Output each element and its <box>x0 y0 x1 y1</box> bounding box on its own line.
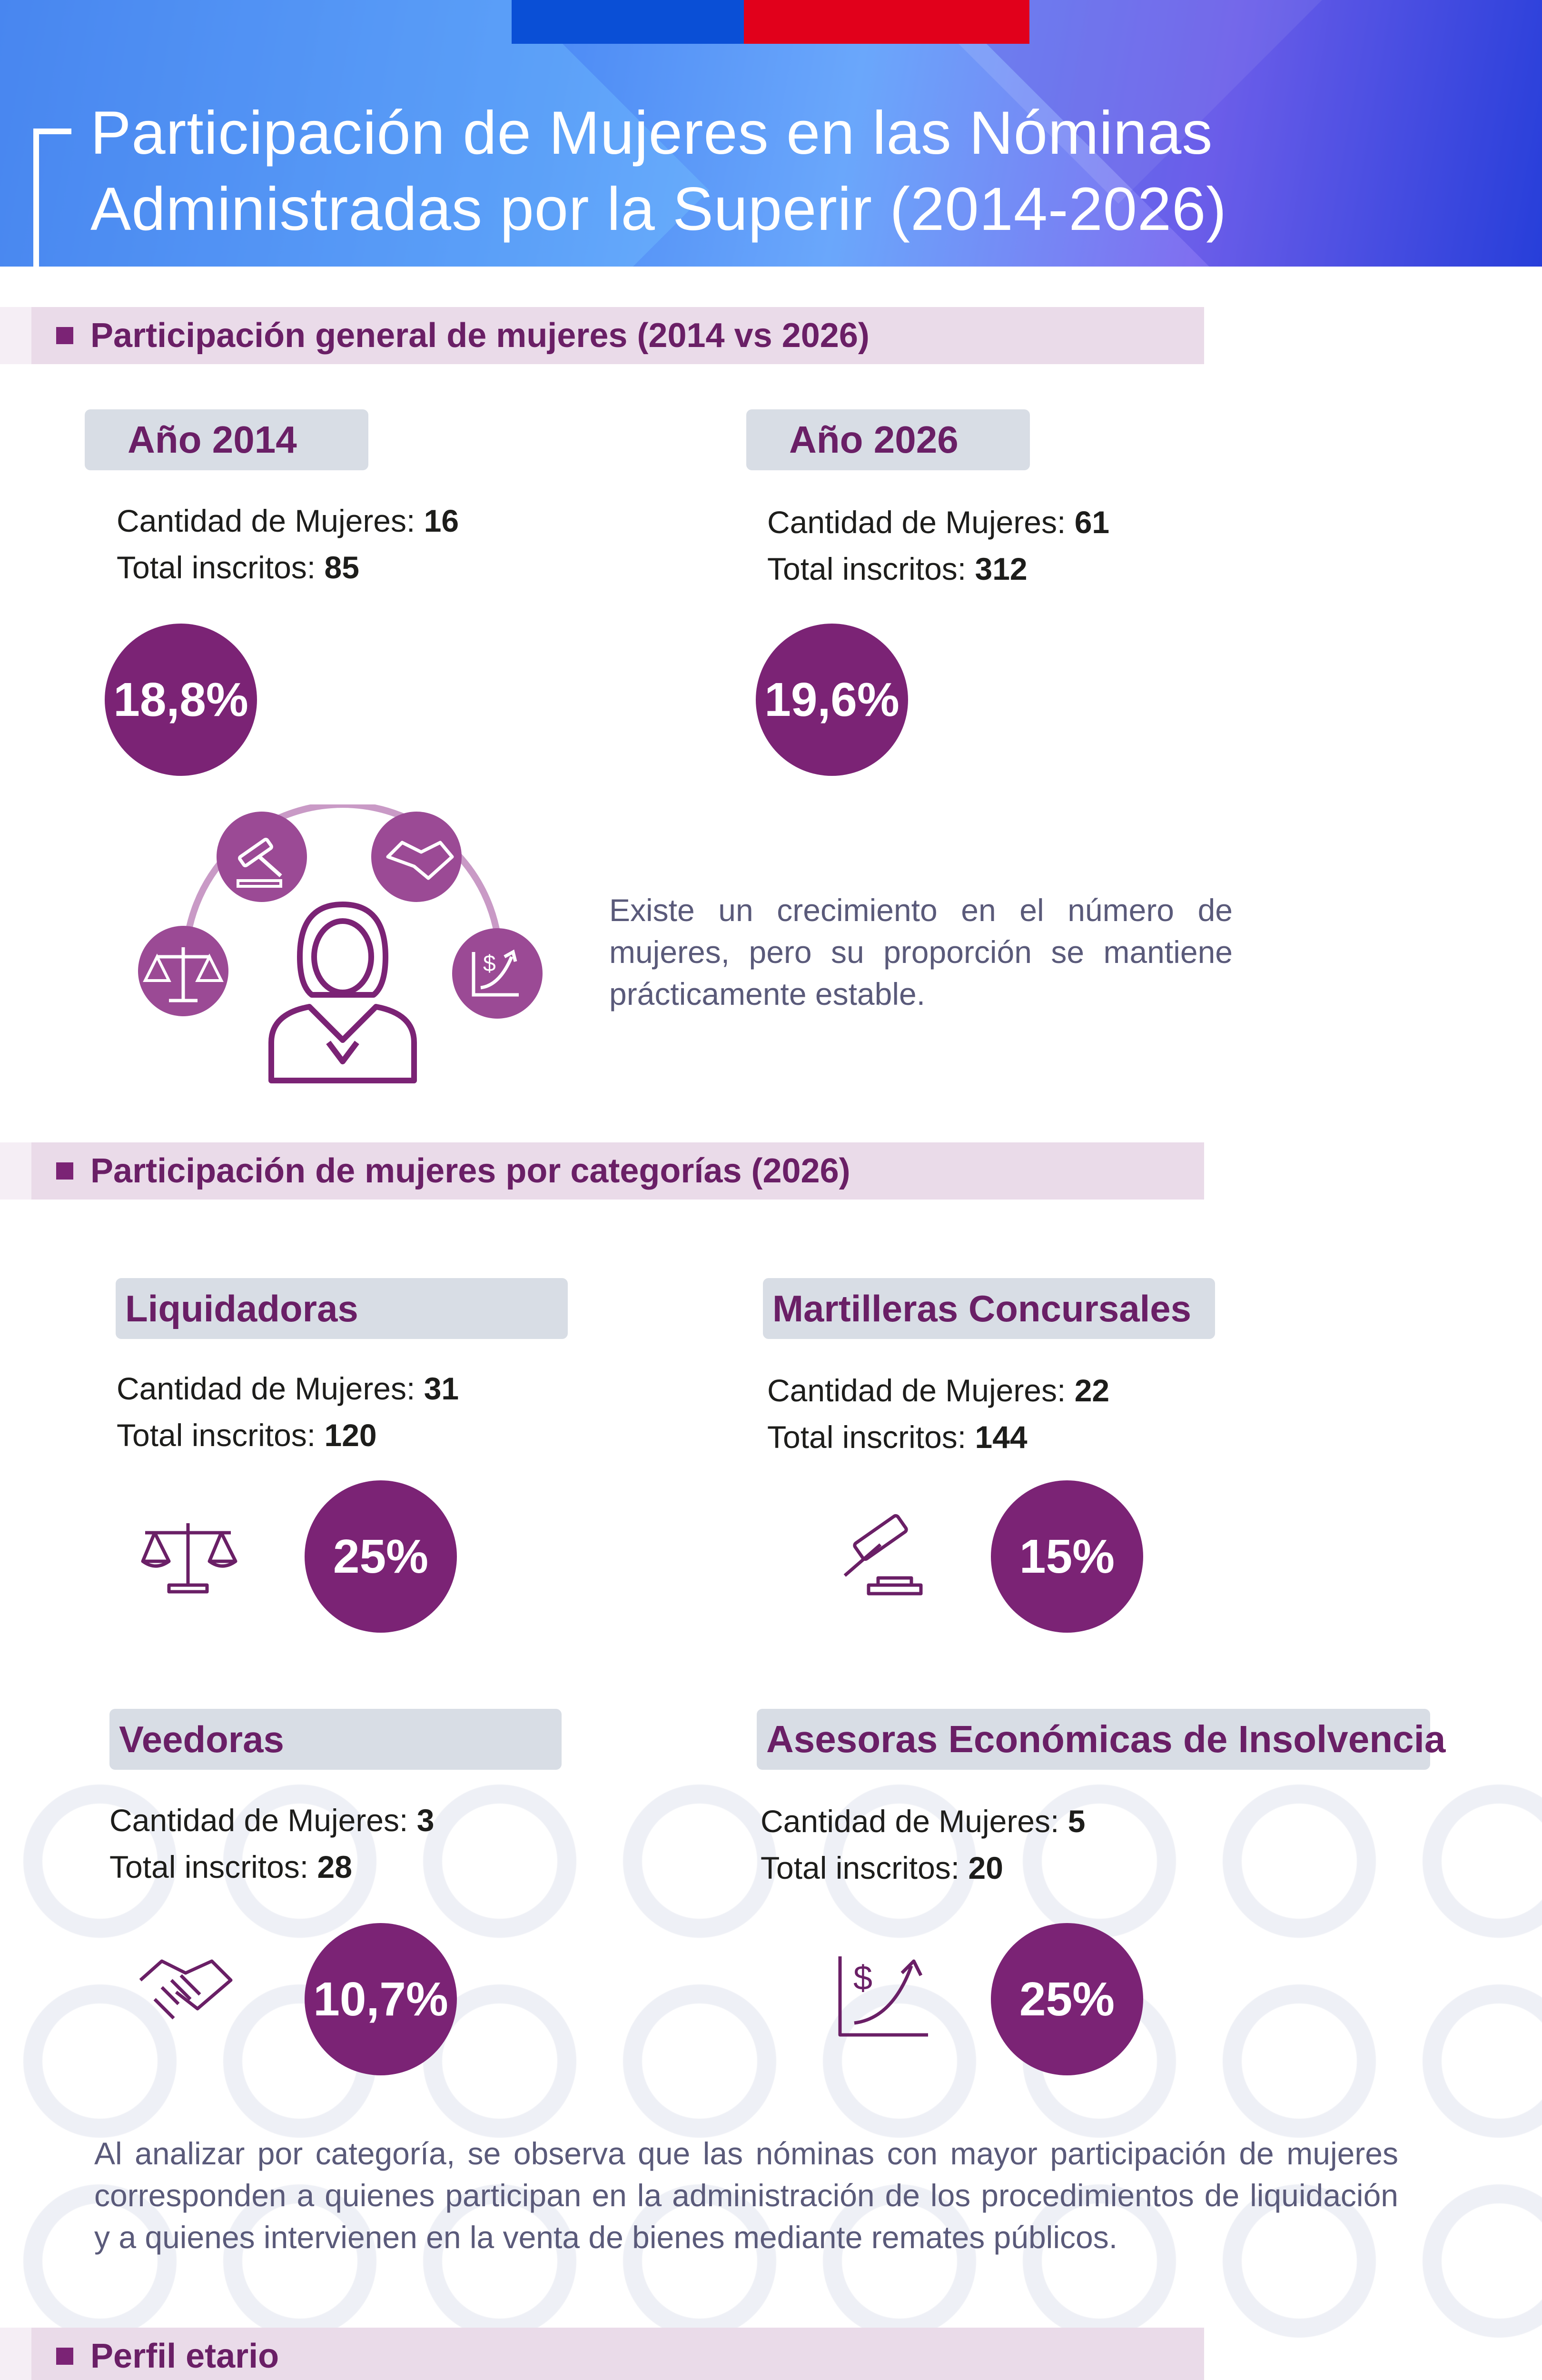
total-value: 85 <box>324 550 359 585</box>
total-value: 312 <box>975 551 1028 586</box>
flag-stripe-blue <box>512 0 744 44</box>
category-women <box>767 1367 1109 1414</box>
section-title: Perfil etario <box>90 2337 279 2375</box>
section-title: Participación general de mujeres (2014 vs 2026) <box>90 317 870 355</box>
total-label: Total inscritos: <box>767 551 967 586</box>
section-header-general <box>0 307 1204 364</box>
total-value: 28 <box>317 1849 352 1884</box>
svg-text:$: $ <box>853 1959 873 1997</box>
percent-circle-2014: 18,8% <box>105 624 257 776</box>
title-bracket <box>33 129 71 134</box>
women-value: 22 <box>1074 1373 1110 1408</box>
category-tag-martilleras: Martilleras Concursales <box>763 1278 1215 1339</box>
percent-circle-2026: 19,6% <box>756 624 908 776</box>
year-2026-tag: Año 2026 <box>746 409 1030 470</box>
year-2014-tag: Año 2014 <box>85 409 368 470</box>
women-value: 5 <box>1068 1804 1086 1839</box>
svg-text:$: $ <box>483 951 496 976</box>
scale-icon <box>136 1514 240 1595</box>
general-description: Existe un crecimiento en el número de mujeres, pero su proporción se mantiene prácticamente estable. <box>609 892 1233 1012</box>
category-total <box>767 1414 1028 1460</box>
women-value: 16 <box>424 503 459 538</box>
total-value: 144 <box>975 1419 1028 1455</box>
category-tag-asesoras: Asesoras Económicas de Insolvencia <box>757 1709 1430 1770</box>
section-header-categories <box>0 1142 1204 1200</box>
woman-icon <box>271 904 414 1081</box>
section-bullet <box>56 2348 73 2365</box>
category-women <box>109 1797 434 1844</box>
growth-chart-icon <box>835 1947 935 2042</box>
section-edge <box>0 307 31 364</box>
title-bracket <box>33 129 39 267</box>
category-women <box>761 1798 1085 1844</box>
year-2026-women <box>767 499 1109 545</box>
total-label: Total inscritos: <box>117 1418 316 1453</box>
header-banner <box>0 0 1542 267</box>
year-2026-total <box>767 545 1028 592</box>
percent-circle-liquidadoras: 25% <box>305 1480 457 1633</box>
category-total <box>109 1844 352 1890</box>
total-value: 20 <box>968 1850 1003 1885</box>
gavel-icon <box>217 812 307 902</box>
section-edge <box>0 2328 31 2380</box>
total-label: Total inscritos: <box>117 550 316 585</box>
category-tag-veedoras: Veedoras <box>109 1709 562 1770</box>
women-value: 61 <box>1074 505 1110 540</box>
section-bullet <box>56 1162 73 1180</box>
category-total <box>117 1412 377 1458</box>
scale-icon <box>138 926 228 1016</box>
page-title-line2: Administradas por la Superir (2014-2026) <box>90 175 1227 243</box>
total-label: Total inscritos: <box>767 1419 967 1455</box>
year-2014-total <box>117 544 359 591</box>
women-label: Cantidad de Mujeres: <box>117 503 415 538</box>
women-label: Cantidad de Mujeres: <box>767 505 1066 540</box>
percent-circle-veedoras: 10,7% <box>305 1923 457 2075</box>
women-value: 31 <box>424 1371 459 1406</box>
handshake-icon <box>136 1952 236 2033</box>
women-label: Cantidad de Mujeres: <box>767 1373 1066 1408</box>
total-value: 120 <box>324 1418 377 1453</box>
section-header-age <box>0 2328 1204 2380</box>
flag-stripe-red <box>744 0 1029 44</box>
section-edge <box>0 1142 31 1200</box>
page-title <box>90 95 1375 248</box>
percent-circle-asesoras: 25% <box>991 1923 1143 2075</box>
handshake-icon <box>371 812 462 902</box>
category-women <box>117 1365 459 1412</box>
page-title-line1: Participación de Mujeres en las Nóminas <box>90 99 1213 167</box>
women-label: Cantidad de Mujeres: <box>761 1804 1059 1839</box>
category-tag-liquidadoras: Liquidadoras <box>116 1278 568 1339</box>
section-title: Participación de mujeres por categorías (2026) <box>90 1152 850 1190</box>
gavel-icon <box>835 1514 940 1609</box>
total-label: Total inscritos: <box>109 1849 309 1884</box>
growth-chart-icon <box>452 928 543 1019</box>
percent-circle-martilleras: 15% <box>991 1480 1143 1633</box>
year-2014-women <box>117 497 459 544</box>
women-value: 3 <box>416 1803 435 1838</box>
woman-professions-illustration <box>128 804 557 1090</box>
category-total <box>761 1844 1003 1891</box>
women-label: Cantidad de Mujeres: <box>117 1371 415 1406</box>
total-label: Total inscritos: <box>761 1850 960 1885</box>
women-label: Cantidad de Mujeres: <box>109 1803 408 1838</box>
section-bullet <box>56 327 73 344</box>
categories-analysis: Al analizar por categoría, se observa que las nóminas con mayor participación de mujeres corresponden a quienes participan en la administración de los procedimientos de liquidación y a quienes intervienen en la venta de bienes mediante remates públicos. <box>94 2136 1398 2255</box>
